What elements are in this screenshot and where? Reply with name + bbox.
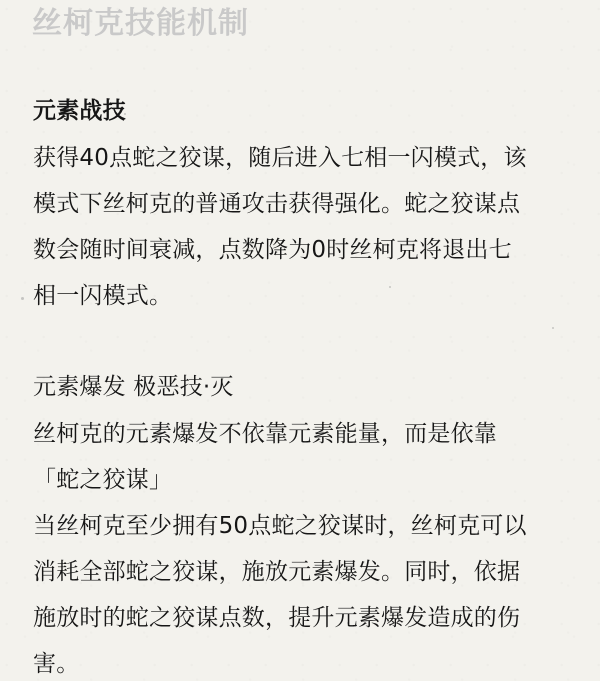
paragraph-line: 害。 xyxy=(33,651,80,677)
section-heading-elemental-burst: 元素爆发 极恶技·灭 xyxy=(33,374,234,400)
paragraph-line: 相一闪模式。 xyxy=(33,283,173,309)
paper-speck xyxy=(21,297,24,300)
paper-speck xyxy=(552,327,554,329)
paper-speck xyxy=(389,286,391,288)
paragraph-line: 消耗全部蛇之狡谋，施放元素爆发。同时，依据 xyxy=(33,559,521,585)
paragraph-line: 数会随时间衰减，点数降为0时丝柯克将退出七 xyxy=(33,237,512,263)
paragraph-line: 「蛇之狡谋」 xyxy=(33,467,173,493)
section-heading-elemental-skill: 元素战技 xyxy=(33,98,126,124)
paragraph-line: 丝柯克的元素爆发不依靠元素能量，而是依靠 xyxy=(33,421,497,447)
paragraph-line: 施放时的蛇之狡谋点数，提升元素爆发造成的伤 xyxy=(33,605,521,631)
page-title: 丝柯克技能机制 xyxy=(32,6,249,41)
paragraph-line: 获得40点蛇之狡谋，随后进入七相一闪模式，该 xyxy=(33,145,527,171)
paragraph-line: 模式下丝柯克的普通攻击获得强化。蛇之狡谋点 xyxy=(33,191,521,217)
paragraph-line: 当丝柯克至少拥有50点蛇之狡谋时，丝柯克可以 xyxy=(33,513,527,539)
